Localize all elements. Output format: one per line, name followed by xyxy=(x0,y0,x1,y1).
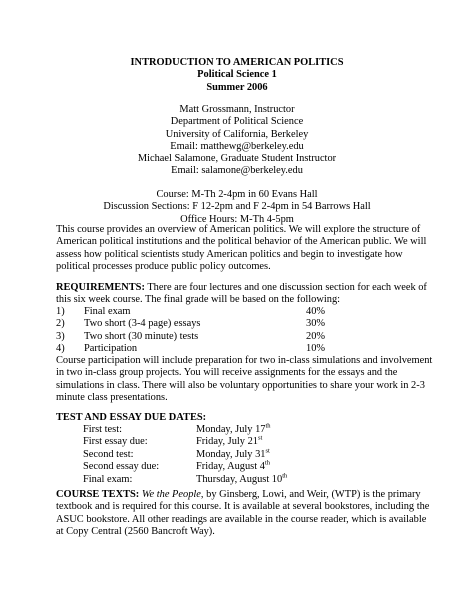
grade-item xyxy=(56,306,346,318)
due-date-text: Monday, July 31 xyxy=(196,448,266,460)
grade-item-percent: 30% xyxy=(306,318,326,330)
due-date-text: Thursday, August 10 xyxy=(196,473,283,485)
due-date-value xyxy=(196,449,270,461)
due-date-value xyxy=(196,474,287,486)
due-date-item xyxy=(83,449,383,461)
course-number: Political Science 1 xyxy=(197,69,277,81)
grade-item-percent: 40% xyxy=(306,306,326,317)
course-time: Course: M-Th 2-4pm in 60 Evans Hall xyxy=(156,189,318,200)
instructor-university: University of California, Berkeley xyxy=(165,128,309,140)
due-date-text: Monday, July 17 xyxy=(196,424,266,435)
grade-item xyxy=(56,343,346,355)
grade-breakdown xyxy=(56,306,346,356)
instructor-name: Matt Grossmann, Instructor xyxy=(179,104,295,115)
due-date-text: Friday, August 4 xyxy=(196,461,265,473)
due-date-item xyxy=(83,424,383,436)
due-dates-heading: TEST AND ESSAY DUE DATES: xyxy=(56,412,207,423)
due-date-label: Final exam: xyxy=(83,473,133,485)
due-date-text: Friday, July 21 xyxy=(196,436,258,448)
due-date-value xyxy=(196,436,262,448)
gsi-block xyxy=(0,153,474,178)
course-description: This course provides an overview of American politics. We will explore the structure of American political institutions and the political behavior of the American public. We will assess how political scientists study American politics and begin to investigate how political processes produce public policy outcomes. xyxy=(56,224,427,273)
ordinal-suffix: st xyxy=(257,434,263,442)
grade-item-percent: 10% xyxy=(306,343,326,355)
requirements-text: There are four lectures and one discussion section for each week of this six week course. The final grade will be based on the following: xyxy=(56,282,427,306)
grade-item-label: Two short (30 minute) tests xyxy=(84,330,199,342)
grade-item-label: Two short (3-4 page) essays xyxy=(84,318,201,330)
course-texts-paragraph xyxy=(56,489,436,539)
requirements-heading: REQUIREMENTS: xyxy=(56,282,145,293)
requirements-paragraph xyxy=(56,282,436,307)
textbook-title: We the People xyxy=(141,489,201,500)
header-block xyxy=(0,57,474,94)
due-date-item xyxy=(83,474,383,486)
grade-item-label: Participation xyxy=(84,343,138,355)
ordinal-suffix: st xyxy=(265,447,270,455)
grade-item-number: 3) xyxy=(56,330,65,342)
due-date-label: First test: xyxy=(83,424,122,435)
grade-item-number: 1) xyxy=(56,306,65,317)
grade-item xyxy=(56,318,346,330)
due-date-value xyxy=(196,461,270,473)
due-date-label: Second test: xyxy=(83,448,134,460)
course-info-block xyxy=(0,189,474,226)
grade-item xyxy=(56,331,346,343)
course-term: Summer 2006 xyxy=(206,81,268,93)
ordinal-suffix: th xyxy=(264,459,270,467)
grade-item-label: Final exam xyxy=(84,306,131,317)
due-date-item xyxy=(83,436,383,448)
due-date-label: Second essay due: xyxy=(83,461,160,473)
due-dates-list xyxy=(83,424,383,486)
ordinal-suffix: th xyxy=(265,422,271,430)
gsi-email: Email: salamone@berkeley.edu xyxy=(171,165,303,177)
ordinal-suffix: th xyxy=(282,472,288,480)
participation-paragraph: Course participation will include preparation for two in-class simulations and involvement in two in-class group projects. You will receive assignments for the essays and the simulations in class. There will also be voluntary opportunities to share your work in 2-3 minute class presentations. xyxy=(56,355,433,404)
grade-item-number: 4) xyxy=(56,343,65,355)
due-date-item xyxy=(83,461,383,473)
discussion-sections: Discussion Sections: F 12-2pm and F 2-4pm in 54 Barrows Hall xyxy=(103,201,371,213)
instructor-dept: Department of Political Science xyxy=(170,116,304,128)
office-hours: Office Hours: M-Th 4-5pm xyxy=(180,213,294,225)
course-texts-text: , by Ginsberg, Lowi, and Weir, (WTP) is the primary textbook and is required for this course. It is available at several bookstores, including the ASUC bookstore. All other readings are available in the course reader, which is available at Copy Central (2560 Bancroft Way). xyxy=(56,489,430,538)
instructor-block xyxy=(0,104,474,154)
course-texts-heading: COURSE TEXTS: xyxy=(56,489,140,500)
instructor-email: Email: matthewg@berkeley.edu xyxy=(170,141,304,153)
due-date-label: First essay due: xyxy=(83,436,148,448)
grade-item-percent: 20% xyxy=(306,330,326,342)
course-title: INTRODUCTION TO AMERICAN POLITICS xyxy=(130,57,344,68)
gsi-name: Michael Salamone, Graduate Student Instructor xyxy=(137,153,337,164)
grade-item-number: 2) xyxy=(56,318,65,330)
